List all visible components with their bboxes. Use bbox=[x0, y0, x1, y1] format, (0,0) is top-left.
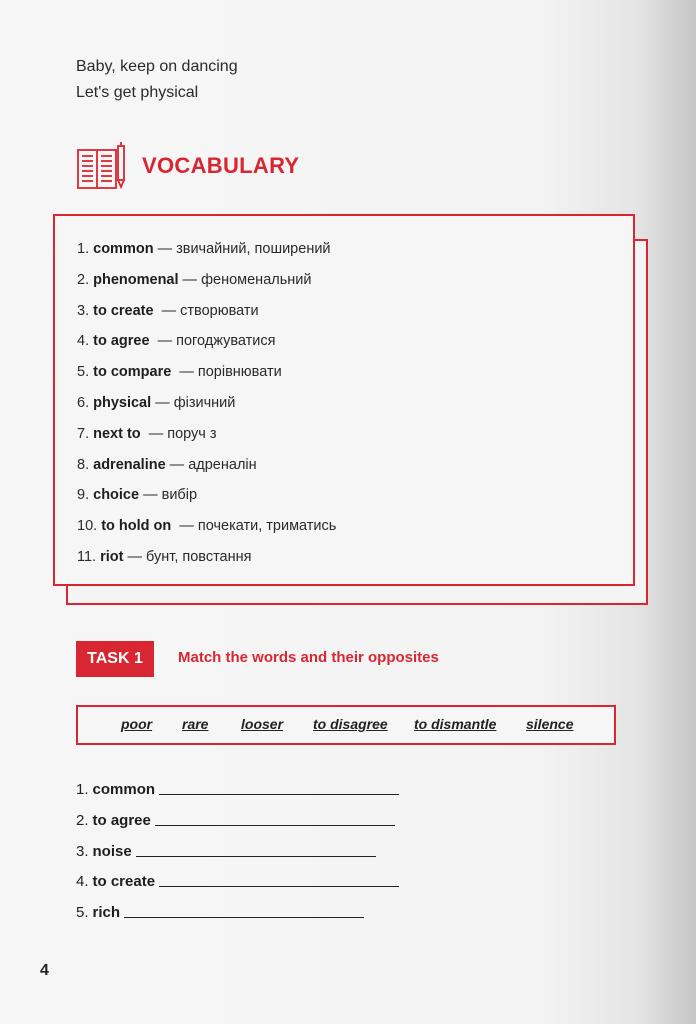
song-lyrics bbox=[76, 54, 238, 106]
page-number: 4 bbox=[40, 962, 49, 979]
vocabulary-item-translation: — фізичний bbox=[151, 394, 236, 411]
opposite-word: looser bbox=[241, 716, 284, 732]
vocabulary-item-word: to agree bbox=[93, 333, 150, 350]
answer-number: 5. bbox=[76, 904, 89, 921]
vocabulary-item-word: riot bbox=[100, 548, 124, 565]
lyric-line: Let's get physical bbox=[76, 84, 199, 101]
answer-row bbox=[76, 838, 376, 860]
answer-word: rich bbox=[92, 904, 121, 921]
vocabulary-item-word: to hold on bbox=[101, 518, 172, 535]
vocabulary-item-number: 7. bbox=[77, 425, 90, 442]
vocabulary-title: VOCABULARY bbox=[142, 153, 300, 178]
vocabulary-item-translation: — створювати bbox=[153, 302, 259, 319]
opposite-word: silence bbox=[526, 716, 574, 732]
answer-blank[interactable] bbox=[136, 855, 376, 857]
opposite-word: to disagree bbox=[313, 716, 388, 732]
vocabulary-item bbox=[77, 357, 336, 388]
vocabulary-item-number: 1. bbox=[77, 241, 90, 257]
answer-number: 2. bbox=[76, 812, 89, 829]
vocabulary-item-number: 10. bbox=[77, 518, 98, 535]
answer-row bbox=[76, 807, 395, 829]
vocabulary-item-translation: — погоджуватися bbox=[149, 333, 276, 350]
opposite-word: rare bbox=[182, 716, 209, 732]
answer-blank[interactable] bbox=[124, 916, 364, 918]
answer-row bbox=[76, 899, 364, 921]
opposites-word-bank bbox=[76, 705, 616, 745]
vocabulary-list bbox=[77, 234, 336, 573]
answer-word: to create bbox=[92, 873, 156, 890]
vocabulary-item bbox=[77, 511, 336, 542]
answer-word: common bbox=[92, 781, 156, 798]
vocabulary-item-translation: — феноменальний bbox=[178, 271, 312, 288]
task-instruction: Match the words and their opposites bbox=[178, 649, 439, 666]
vocabulary-item-number: 6. bbox=[77, 394, 90, 411]
vocabulary-item bbox=[77, 265, 336, 296]
answer-blank[interactable] bbox=[155, 824, 395, 826]
vocabulary-item-number: 3. bbox=[77, 302, 90, 319]
vocabulary-item-word: to create bbox=[93, 302, 154, 319]
vocabulary-item-number: 2. bbox=[77, 271, 90, 288]
answer-number: 3. bbox=[76, 843, 89, 860]
vocabulary-item-translation: — поруч з bbox=[140, 425, 217, 442]
vocabulary-item-translation: — вибір bbox=[139, 487, 198, 504]
vocabulary-item bbox=[77, 480, 336, 511]
answer-blank[interactable] bbox=[159, 793, 399, 795]
vocabulary-item bbox=[77, 450, 336, 481]
answer-number: 4. bbox=[76, 873, 89, 890]
opposite-word: to dismantle bbox=[414, 716, 497, 732]
vocabulary-item-translation: — бунт, повстання bbox=[123, 548, 252, 565]
vocabulary-item-word: choice bbox=[93, 487, 140, 504]
vocabulary-item-number: 5. bbox=[77, 364, 90, 381]
answer-blank[interactable] bbox=[159, 885, 399, 887]
vocabulary-item-word: phenomenal bbox=[93, 271, 179, 288]
vocabulary-item-word: adrenaline bbox=[93, 456, 166, 473]
vocabulary-item bbox=[77, 296, 336, 327]
vocabulary-box bbox=[53, 214, 635, 586]
opposite-word: poor bbox=[121, 716, 153, 732]
vocabulary-item bbox=[77, 326, 336, 357]
vocabulary-item-translation: — адреналін bbox=[165, 456, 257, 473]
answer-number: 1. bbox=[76, 781, 89, 798]
vocabulary-item-word: physical bbox=[93, 394, 152, 411]
vocabulary-item bbox=[77, 419, 336, 450]
vocabulary-item bbox=[77, 234, 336, 265]
vocabulary-item-word: next to bbox=[93, 425, 141, 442]
vocabulary-item bbox=[77, 388, 336, 419]
vocabulary-item-translation: — порівнювати bbox=[171, 364, 282, 381]
book-pencil-icon bbox=[76, 140, 128, 192]
task-badge: TASK 1 bbox=[76, 641, 154, 677]
lyric-line: Baby, keep on dancing bbox=[76, 58, 238, 75]
vocabulary-item-word: to compare bbox=[93, 364, 172, 381]
answer-row bbox=[76, 776, 399, 798]
answer-word: noise bbox=[92, 843, 132, 860]
answer-row bbox=[76, 868, 399, 890]
vocabulary-item-number: 8. bbox=[77, 456, 90, 473]
vocabulary-item-number: 4. bbox=[77, 333, 90, 350]
vocabulary-item-translation: — почекати, триматись bbox=[171, 518, 337, 535]
vocabulary-item-number: 9. bbox=[77, 487, 90, 504]
vocabulary-item bbox=[77, 542, 336, 573]
vocabulary-item-word: common bbox=[93, 241, 154, 257]
vocabulary-item-translation: — звичайний, поширений bbox=[153, 241, 331, 257]
vocabulary-header bbox=[76, 140, 299, 192]
vocabulary-item-number: 11. bbox=[77, 548, 97, 565]
answer-word: to agree bbox=[92, 812, 151, 829]
